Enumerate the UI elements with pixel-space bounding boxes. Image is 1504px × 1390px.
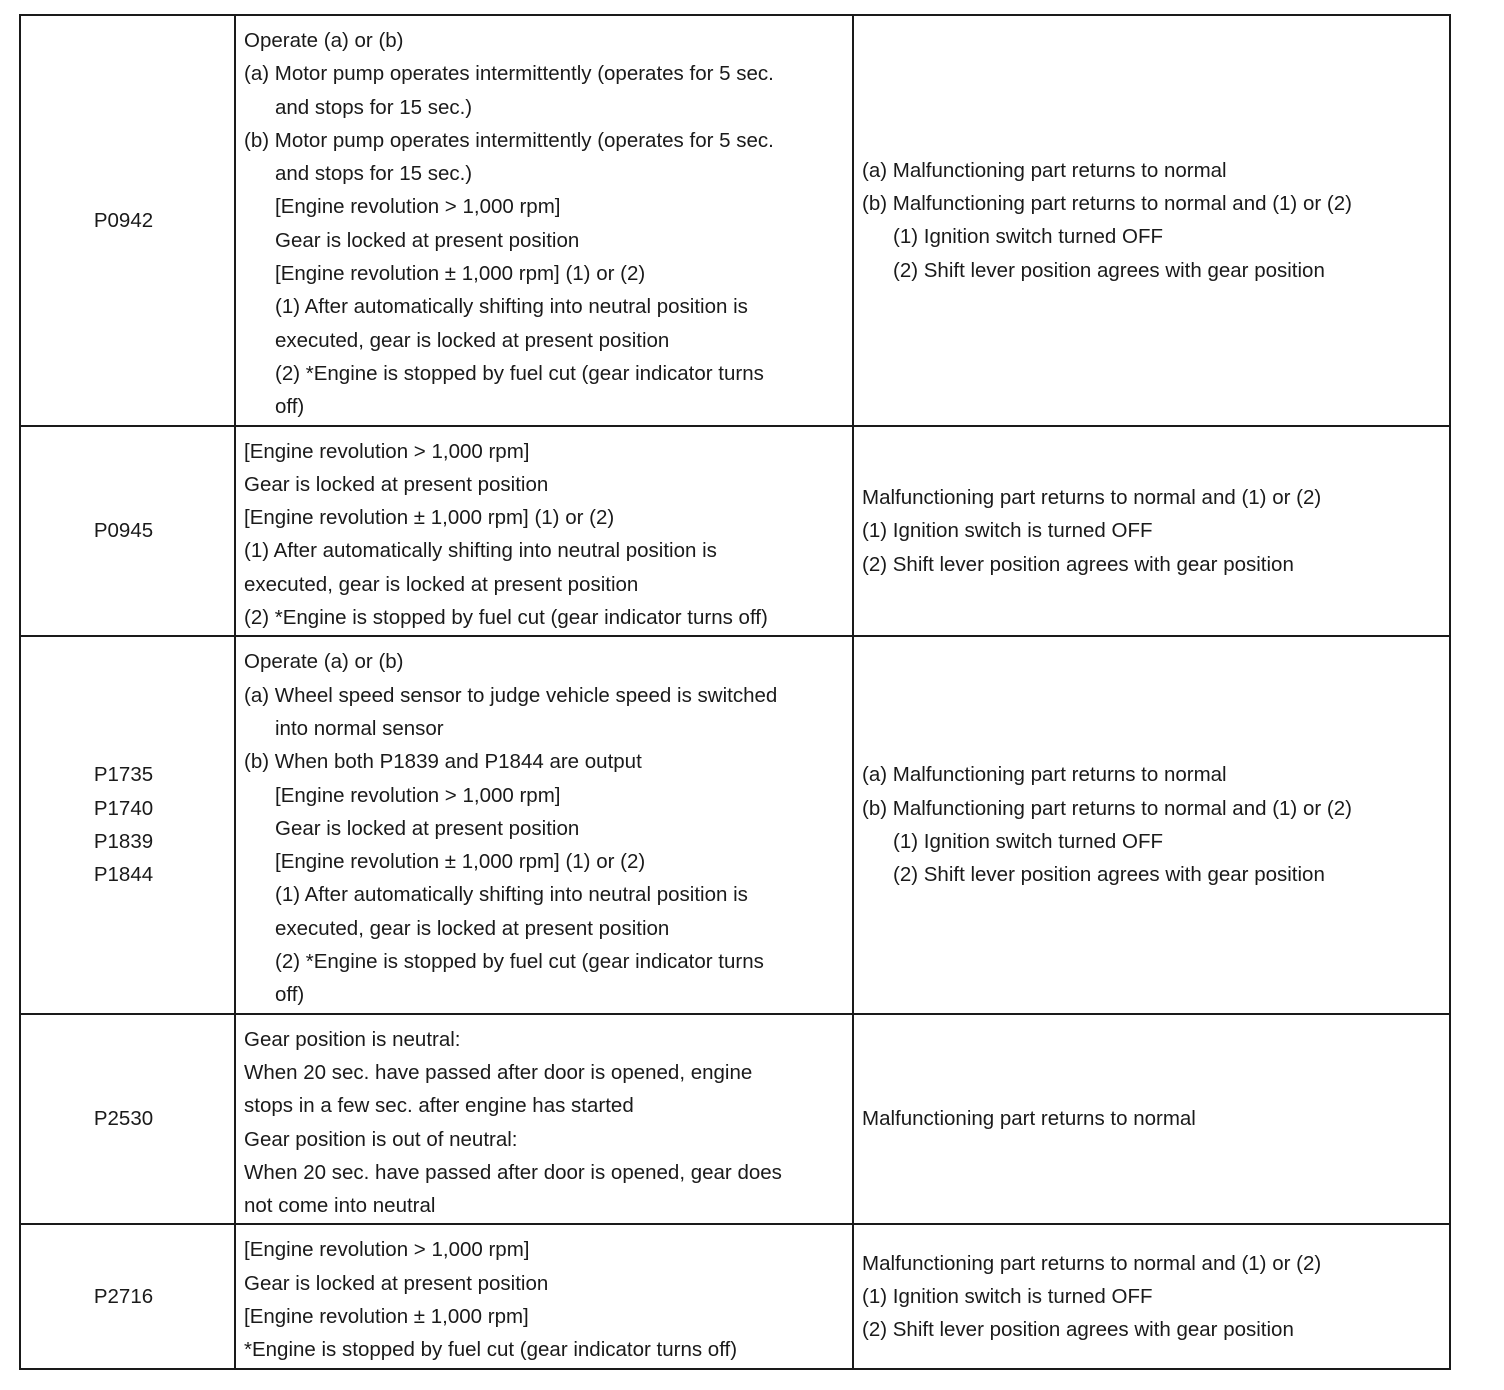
table-row (20, 1014, 1450, 1225)
condition-line: and stops for 15 sec.) (275, 162, 473, 186)
dtc-fail-safe-table (19, 14, 1451, 1370)
fail-safe-condition-cell (235, 15, 853, 426)
release-line: (a) Malfunctioning part returns to normal (862, 763, 1227, 787)
dtc-code-cell (20, 636, 235, 1013)
condition-line: [Engine revolution > 1,000 rpm] (275, 195, 561, 219)
release-line: (2) Shift lever position agrees with gear position (893, 863, 1325, 887)
release-condition-cell (853, 15, 1450, 426)
condition-line: and stops for 15 sec.) (275, 95, 473, 119)
condition-line: (2) *Engine is stopped by fuel cut (gear indicator turns off) (244, 606, 768, 630)
release-line: (b) Malfunctioning part returns to normal and (1) or (2) (862, 796, 1352, 820)
release-condition-cell (853, 1224, 1450, 1368)
condition-line: executed, gear is locked at present position (275, 328, 670, 352)
dtc-code: P0942 (93, 208, 154, 232)
dtc-code-cell (20, 1224, 235, 1368)
dtc-code: P1844 (93, 863, 154, 887)
condition-line: Gear is locked at present position (275, 816, 580, 840)
table-row (20, 636, 1450, 1013)
dtc-code: P1740 (93, 796, 154, 820)
dtc-code-cell (20, 426, 235, 637)
condition-line: Gear is locked at present position (244, 1271, 549, 1295)
condition-line: Gear is locked at present position (244, 472, 549, 496)
condition-line: (b) Motor pump operates intermittently (operates for 5 sec. (244, 128, 774, 152)
dtc-code: P2530 (93, 1107, 154, 1131)
condition-line: (b) When both P1839 and P1844 are output (244, 750, 642, 774)
condition-line: off) (275, 983, 305, 1007)
fail-safe-condition-cell (235, 426, 853, 637)
condition-line: [Engine revolution > 1,000 rpm] (275, 783, 561, 807)
table-row (20, 426, 1450, 637)
release-line: (1) Ignition switch is turned OFF (862, 1284, 1153, 1308)
dtc-code: P1735 (93, 763, 154, 787)
condition-line: (2) *Engine is stopped by fuel cut (gear indicator turns (275, 361, 764, 385)
condition-line: off) (275, 395, 305, 419)
condition-line: [Engine revolution ± 1,000 rpm] (1) or (2) (244, 506, 615, 530)
dtc-code: P0945 (93, 519, 154, 543)
condition-line: into normal sensor (275, 716, 444, 740)
release-line: (b) Malfunctioning part returns to normal and (1) or (2) (862, 191, 1352, 215)
release-line: (2) Shift lever position agrees with gear position (862, 552, 1294, 576)
condition-line: When 20 sec. have passed after door is opened, gear does (244, 1160, 782, 1184)
condition-line: (a) Wheel speed sensor to judge vehicle speed is switched (244, 683, 778, 707)
condition-line: [Engine revolution > 1,000 rpm] (244, 439, 530, 463)
condition-line: Gear is locked at present position (275, 228, 580, 252)
release-line: (1) Ignition switch turned OFF (893, 829, 1164, 853)
release-condition-cell (853, 636, 1450, 1013)
fail-safe-condition-cell (235, 636, 853, 1013)
release-line: (2) Shift lever position agrees with gear position (862, 1318, 1294, 1342)
condition-line: Gear position is out of neutral: (244, 1127, 518, 1151)
dtc-code: P2716 (93, 1284, 154, 1308)
condition-line: (2) *Engine is stopped by fuel cut (gear indicator turns (275, 950, 764, 974)
condition-line: (1) After automatically shifting into neutral position is (244, 539, 717, 563)
condition-line: (1) After automatically shifting into neutral position is (275, 295, 748, 319)
condition-line: Operate (a) or (b) (244, 650, 404, 674)
condition-line: [Engine revolution > 1,000 rpm] (244, 1238, 530, 1262)
condition-line: [Engine revolution ± 1,000 rpm] (1) or (2) (275, 262, 646, 286)
release-line: (2) Shift lever position agrees with gear position (893, 258, 1325, 282)
condition-line: executed, gear is locked at present position (244, 572, 639, 596)
dtc-code-cell (20, 15, 235, 426)
condition-line: When 20 sec. have passed after door is opened, engine (244, 1060, 753, 1084)
condition-line: (1) After automatically shifting into neutral position is (275, 883, 748, 907)
table-body (20, 15, 1450, 1369)
condition-line: not come into neutral (244, 1194, 436, 1218)
dtc-code: P1839 (93, 829, 154, 853)
release-line: Malfunctioning part returns to normal (862, 1107, 1196, 1131)
table-row (20, 15, 1450, 426)
condition-line: (a) Motor pump operates intermittently (operates for 5 sec. (244, 62, 774, 86)
dtc-code-cell (20, 1014, 235, 1225)
release-line: (a) Malfunctioning part returns to normal (862, 158, 1227, 182)
condition-line: stops in a few sec. after engine has started (244, 1094, 634, 1118)
release-line: Malfunctioning part returns to normal and (1) or (2) (862, 1251, 1322, 1275)
condition-line: *Engine is stopped by fuel cut (gear indicator turns off) (244, 1338, 738, 1362)
condition-line: [Engine revolution ± 1,000 rpm] (1) or (2) (275, 850, 646, 874)
release-line: (1) Ignition switch is turned OFF (862, 519, 1153, 543)
condition-line: [Engine revolution ± 1,000 rpm] (244, 1304, 529, 1328)
release-condition-cell (853, 426, 1450, 637)
fail-safe-condition-cell (235, 1014, 853, 1225)
condition-line: executed, gear is locked at present position (275, 916, 670, 940)
condition-line: Gear position is neutral: (244, 1027, 461, 1051)
release-line: (1) Ignition switch turned OFF (893, 225, 1164, 249)
table-row (20, 1224, 1450, 1368)
fail-safe-condition-cell (235, 1224, 853, 1368)
release-line: Malfunctioning part returns to normal and (1) or (2) (862, 486, 1322, 509)
release-condition-cell (853, 1014, 1450, 1225)
condition-line: Operate (a) or (b) (244, 29, 404, 52)
